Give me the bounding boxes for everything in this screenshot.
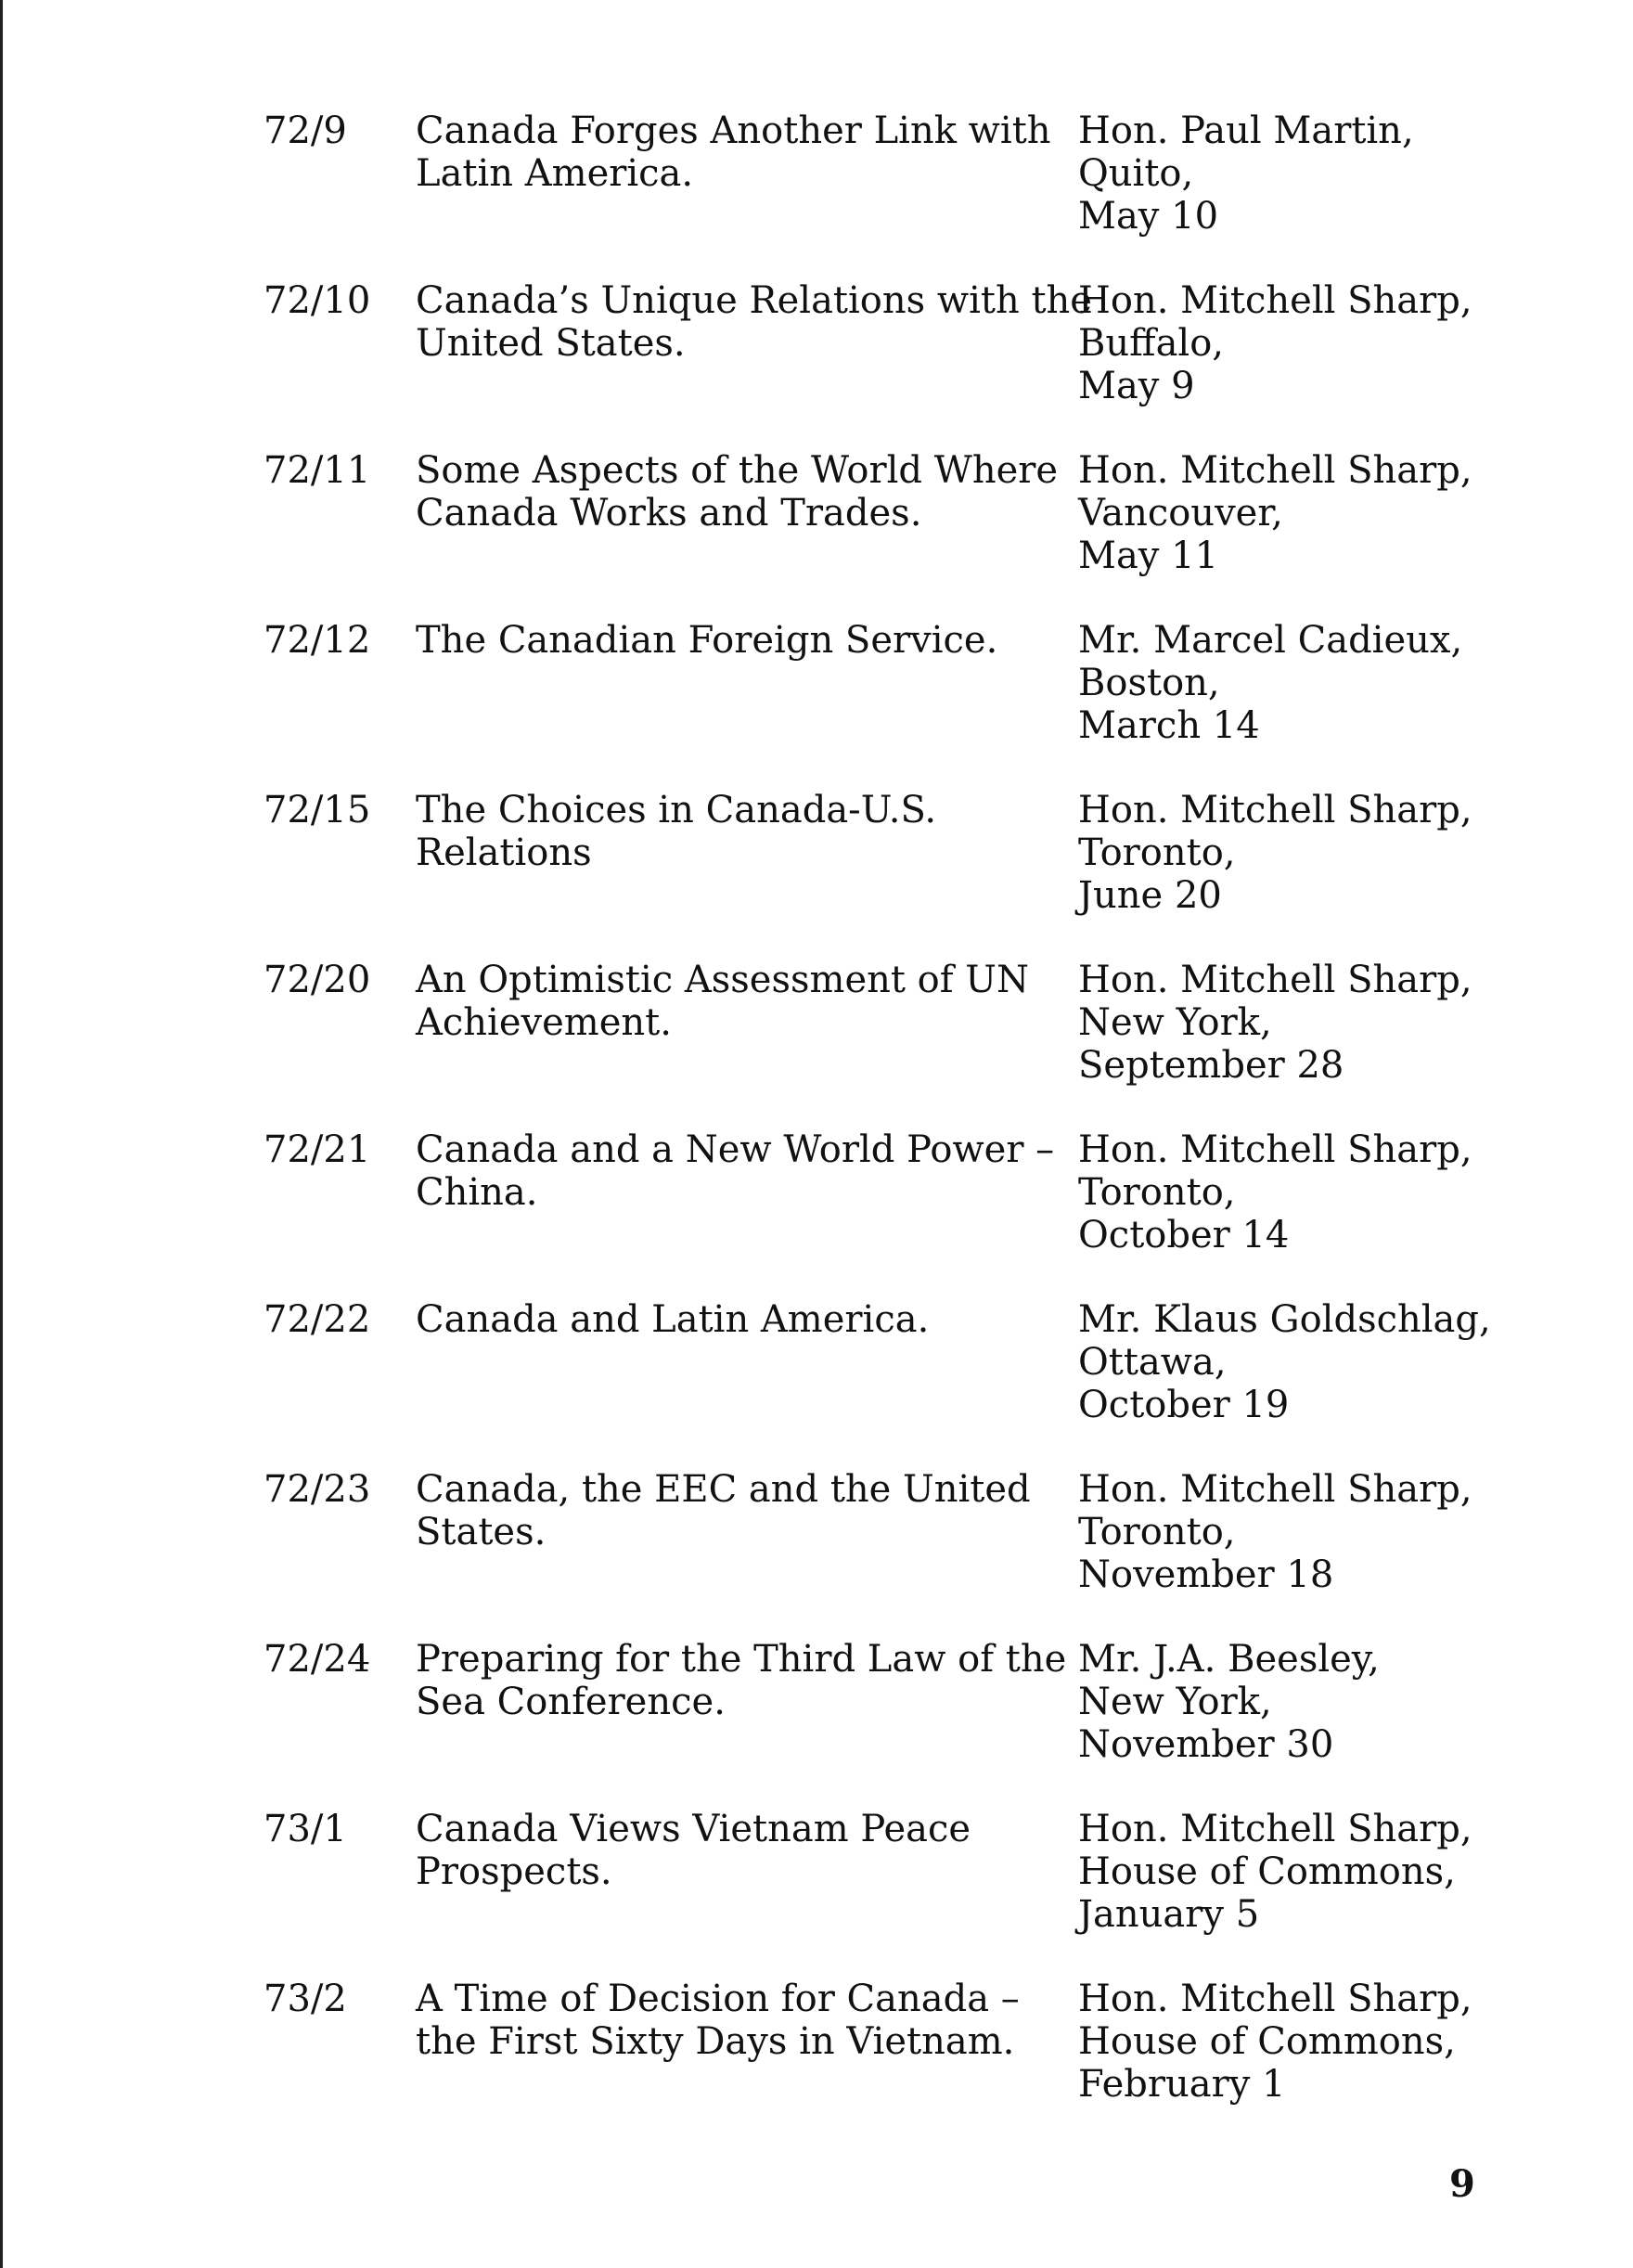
entry-speaker-block: [1078, 959, 1598, 1087]
entry-date: May 9: [1078, 365, 1195, 407]
entry-title: [416, 110, 1051, 195]
entry-number: 72/15: [264, 789, 371, 831]
entry-title: [416, 619, 1047, 662]
entry-speaker-block: [1078, 1978, 1598, 2106]
entry-place: House of Commons,: [1078, 1850, 1456, 1893]
entry-place: Toronto,: [1078, 1511, 1236, 1553]
entry-place: New York,: [1078, 1681, 1272, 1723]
entry-speaker: Hon. Paul Martin,: [1078, 110, 1414, 152]
entry-title-line: Preparing for the Third Law of the: [416, 1638, 1067, 1681]
entry-speaker-block: [1078, 449, 1598, 577]
list-item: [0, 789, 1633, 959]
entry-number: 73/1: [264, 1808, 347, 1850]
entry-title-line: Canada’s Unique Relations with the: [416, 279, 1092, 322]
list-item: [0, 1978, 1633, 2147]
entry-place: Vancouver,: [1078, 492, 1283, 535]
entry-date: November 18: [1078, 1553, 1334, 1596]
entry-title: [416, 279, 1092, 365]
list-item: [0, 1468, 1633, 1638]
entry-place: Boston,: [1078, 662, 1220, 704]
entry-title-line: States.: [416, 1511, 546, 1553]
entry-place: Toronto,: [1078, 1171, 1236, 1214]
entry-place: Buffalo,: [1078, 322, 1225, 365]
entry-number: 72/9: [264, 110, 347, 152]
entry-date: October 14: [1078, 1214, 1290, 1256]
entry-title: [416, 1468, 1047, 1553]
list-item: [0, 619, 1633, 789]
entry-title-line: Sea Conference.: [416, 1681, 726, 1723]
list-item: [0, 1808, 1633, 1978]
entry-number: 72/20: [264, 959, 371, 1001]
entry-title-line: United States.: [416, 322, 686, 365]
list-item: [0, 1638, 1633, 1808]
entry-speaker: Hon. Mitchell Sharp,: [1078, 449, 1472, 492]
entry-date: May 10: [1078, 195, 1219, 238]
statements-list: [0, 110, 1633, 2147]
entry-title-line: Relations: [416, 831, 592, 874]
entry-number: 72/11: [264, 449, 371, 492]
entry-date: February 1: [1078, 2063, 1286, 2106]
entry-title: [416, 1638, 1067, 1723]
entry-date: November 30: [1078, 1723, 1334, 1766]
entry-title-line: Canada and Latin America.: [416, 1298, 930, 1341]
entry-place: House of Commons,: [1078, 2020, 1456, 2063]
entry-date: September 28: [1078, 1044, 1344, 1087]
entry-title-line: Achievement.: [416, 1001, 672, 1044]
entry-title-line: Prospects.: [416, 1850, 612, 1893]
entry-speaker-block: [1078, 279, 1598, 407]
entry-number: 73/2: [264, 1978, 347, 2020]
entry-speaker: Mr. Marcel Cadieux,: [1078, 619, 1463, 662]
entry-title: [416, 959, 1047, 1044]
entry-place: New York,: [1078, 1001, 1272, 1044]
entry-speaker-block: [1078, 110, 1598, 238]
entry-date: October 19: [1078, 1384, 1290, 1426]
list-item: [0, 449, 1633, 619]
entry-title-line: Canada Works and Trades.: [416, 492, 922, 535]
entry-title-line: The Canadian Foreign Service.: [416, 619, 998, 662]
entry-number: 72/21: [264, 1128, 371, 1171]
page-number: 9: [1449, 2162, 1475, 2206]
entry-date: June 20: [1078, 874, 1222, 917]
entry-speaker-block: [1078, 789, 1598, 917]
entry-date: March 14: [1078, 704, 1260, 747]
entry-speaker-block: [1078, 1638, 1598, 1766]
entry-number: 72/10: [264, 279, 371, 322]
entry-title: [416, 1978, 1047, 2063]
entry-title: [416, 1128, 1055, 1214]
entry-title-line: Canada Views Vietnam Peace: [416, 1808, 971, 1850]
entry-speaker: Mr. J.A. Beesley,: [1078, 1638, 1380, 1681]
entry-place: Quito,: [1078, 152, 1194, 195]
entry-place: Toronto,: [1078, 831, 1236, 874]
entry-title-line: A Time of Decision for Canada –: [416, 1978, 1020, 2020]
entry-speaker-block: [1078, 1468, 1598, 1596]
list-item: [0, 1298, 1633, 1468]
entry-title-line: Canada Forges Another Link with: [416, 110, 1051, 152]
entry-title-line: the First Sixty Days in Vietnam.: [416, 2020, 1015, 2063]
list-item: [0, 959, 1633, 1128]
entry-date: January 5: [1078, 1893, 1260, 1936]
entry-title-line: Canada, the EEC and the United: [416, 1468, 1031, 1511]
list-item: [0, 279, 1633, 449]
list-item: [0, 1128, 1633, 1298]
entry-title-line: Canada and a New World Power –: [416, 1128, 1055, 1171]
entry-title: [416, 449, 1059, 535]
entry-number: 72/24: [264, 1638, 371, 1681]
entry-title-line: An Optimistic Assessment of UN: [416, 959, 1029, 1001]
entry-number: 72/12: [264, 619, 371, 662]
entry-speaker: Hon. Mitchell Sharp,: [1078, 1128, 1472, 1171]
entry-speaker: Mr. Klaus Goldschlag,: [1078, 1298, 1491, 1341]
entry-speaker-block: [1078, 1808, 1598, 1936]
list-item: [0, 110, 1633, 279]
entry-speaker-block: [1078, 619, 1598, 747]
entry-speaker: Hon. Mitchell Sharp,: [1078, 1978, 1472, 2020]
entry-speaker: Hon. Mitchell Sharp,: [1078, 1468, 1472, 1511]
entry-speaker-block: [1078, 1128, 1598, 1256]
entry-speaker-block: [1078, 1298, 1598, 1426]
entry-speaker: Hon. Mitchell Sharp,: [1078, 279, 1472, 322]
entry-title: [416, 1298, 1047, 1341]
entry-date: May 11: [1078, 535, 1219, 577]
entry-title-line: Latin America.: [416, 152, 694, 195]
entry-title-line: China.: [416, 1171, 538, 1214]
entry-title-line: Some Aspects of the World Where: [416, 449, 1059, 492]
entry-place: Ottawa,: [1078, 1341, 1227, 1384]
entry-speaker: Hon. Mitchell Sharp,: [1078, 1808, 1472, 1850]
entry-speaker: Hon. Mitchell Sharp,: [1078, 789, 1472, 831]
entry-number: 72/23: [264, 1468, 371, 1511]
entry-title-line: The Choices in Canada-U.S.: [416, 789, 937, 831]
entry-number: 72/22: [264, 1298, 371, 1341]
entry-title: [416, 1808, 1047, 1893]
entry-title: [416, 789, 1047, 874]
entry-speaker: Hon. Mitchell Sharp,: [1078, 959, 1472, 1001]
